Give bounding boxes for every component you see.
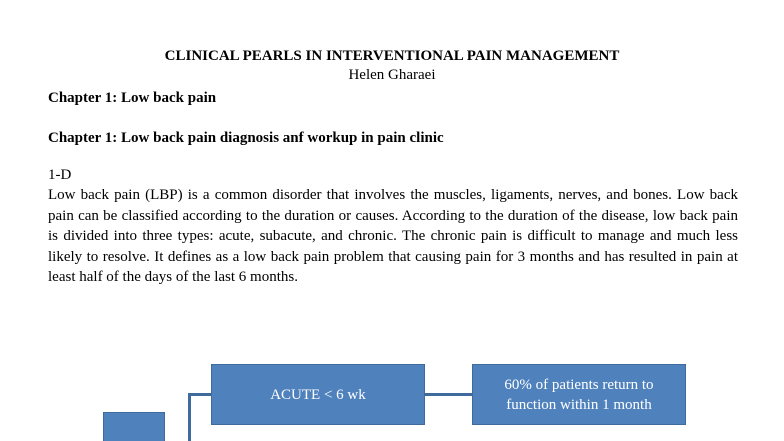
section-heading: Chapter 1: Low back pain diagnosis anf workup in pain clinic xyxy=(48,130,444,146)
diagram-acute-box xyxy=(211,364,425,425)
question-number: 1-D xyxy=(48,167,72,183)
diagram-connector-to-outcome xyxy=(425,393,472,396)
chapter-heading: Chapter 1: Low back pain xyxy=(48,90,217,106)
document-author: Helen Gharaei xyxy=(348,67,436,83)
diagram-acute-outcome-box xyxy=(472,364,686,425)
diagram-acute-outcome-label: 60% of patients return to function within 1 month xyxy=(504,376,654,413)
document-title: CLINICAL PEARLS IN INTERVENTIONAL PAIN MANAGEMENT xyxy=(164,48,620,64)
body-paragraph: Low back pain (LBP) is a common disorder that involves the muscles, ligaments, nerves, and bones. Low back pain can be classified according to the duration or causes. According to the duration of the disease, low back pain is divided into three types: acute, subacute, and chronic. The chronic pain is difficult to manage and much less likely to resolve. It defines as a low back pain problem that causing pain for 3 months and has resulted in pain at least half of the days of the last 6 months. xyxy=(48,187,738,285)
diagram-acute-label: ACUTE < 6 wk xyxy=(270,386,366,403)
diagram-connector-to-acute xyxy=(188,393,211,396)
diagram-root-box xyxy=(103,412,165,441)
diagram-connector-vertical xyxy=(188,393,191,441)
